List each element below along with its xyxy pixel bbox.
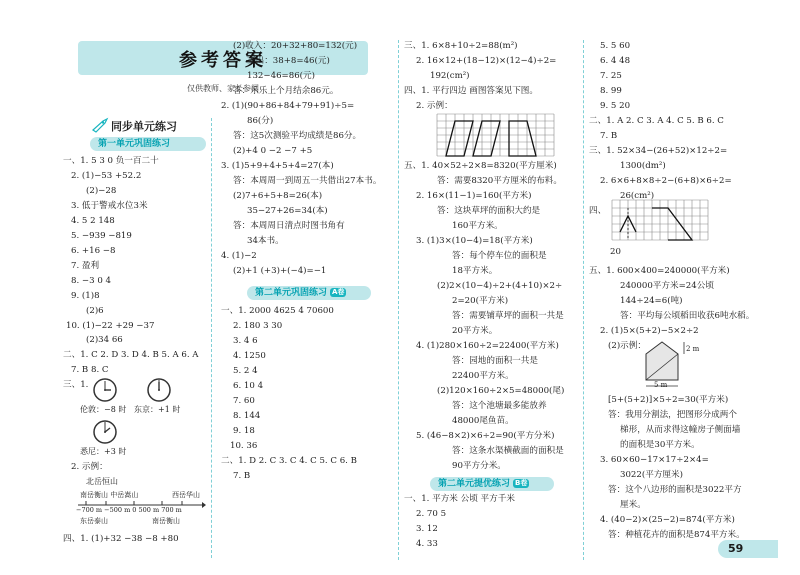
mountain-label: 东岳泰山 xyxy=(80,517,108,525)
answer-line: 2. 示例： xyxy=(416,101,453,111)
answer-line: 2. 6×6+8×8÷2−(6+8)×6÷2= xyxy=(600,176,732,186)
answer-line: 3. 4 6 xyxy=(233,336,258,346)
answer-line: 三、1. 6×8+10÷2=88(m²) xyxy=(404,41,518,51)
answer-line: 7. B xyxy=(600,131,618,141)
divider-2 xyxy=(398,40,399,560)
answer-line: 答：这个八边形的面积是3022平方 xyxy=(608,485,742,495)
answer-line: 90平方分米。 xyxy=(452,461,506,471)
symmetry-grid-figure xyxy=(612,200,712,244)
answer-line: 192(cm²) xyxy=(430,71,470,81)
answer-line: 6. 4 48 xyxy=(600,56,631,66)
answer-line: 答：这块草坪的面积大约是 xyxy=(437,206,541,216)
answer-line: 梯形，从而求得这幢房子侧面墙 xyxy=(620,425,741,435)
answer-line: 答：本周周一到周五一共借出27本书。 xyxy=(233,176,382,186)
answer-line: 5. 2 4 xyxy=(233,366,258,376)
answer-line: 2. 180 3 30 xyxy=(233,321,283,331)
answer-line: 20平方米。 xyxy=(452,326,498,336)
answer-line: 答：这个池塘最多能放养 xyxy=(452,401,547,411)
mountain-label: 西岳华山 xyxy=(172,491,200,499)
answer-line: 7. B 8. C xyxy=(71,365,109,375)
answer-line: 1300(dm²) xyxy=(620,161,666,171)
answer-line: 6. +16 −8 xyxy=(71,246,116,256)
parallelogram-grid-figure xyxy=(437,114,555,158)
answer-line: (2)6 xyxy=(86,306,104,316)
answer-line: 3022(平方厘米) xyxy=(620,470,683,480)
divider-3 xyxy=(583,40,584,560)
clock-icon xyxy=(146,377,172,403)
answer-line: 18平方米。 xyxy=(452,266,498,276)
answer-line: 答：这条水渠横截面的面积是 xyxy=(452,446,564,456)
answer-line: 5. (46−8×2)×6÷2=90(平方分米) xyxy=(416,431,555,441)
answer-line: 答：需要8320平方厘米的布料。 xyxy=(437,176,562,186)
answer-line: 86(分) xyxy=(247,116,274,126)
answer-line: 2. 示例： xyxy=(71,462,108,472)
answer-line: (2)收入：20+32+80=132(元) xyxy=(233,41,358,51)
answer-line: 答：我用分割法，把图形分成两个 xyxy=(608,410,737,420)
clock-label: 东京：+1 时 xyxy=(134,405,181,414)
answer-line: 26(cm²) xyxy=(620,191,655,201)
page-number: 59 xyxy=(728,542,744,555)
answer-line: 22400平方米。 xyxy=(452,371,514,381)
answer-line: (2)−28 xyxy=(86,186,117,196)
answer-line: 9. 18 xyxy=(233,426,255,436)
answer-line: 2. (1)−53 +52.2 xyxy=(71,171,142,181)
answer-line: 四、1. 平行四边 画图答案见下图。 xyxy=(404,86,538,96)
section-title: 同步单元练习 xyxy=(111,120,177,133)
answer-line: 二、1. A 2. C 3. A 4. C 5. B 6. C xyxy=(589,116,724,126)
answer-line: 3. 60×60−17×17÷2×4= xyxy=(600,455,709,465)
answer-line: 一、1. 2000 4625 4 70600 xyxy=(221,306,334,316)
answer-line: 2. 16×(11−1)=160(平方米) xyxy=(416,191,532,201)
answer-line: 四、 xyxy=(589,206,607,216)
answer-line: 160平方米。 xyxy=(452,221,503,231)
answer-line: 支出：38+8=46(元) xyxy=(247,56,330,66)
answer-line: 6. 10 4 xyxy=(233,381,264,391)
answer-line: 240000平方米=24公顷 xyxy=(620,281,714,291)
clock-icon xyxy=(92,419,118,445)
answer-line: 二、1. C 2. D 3. D 4. B 5. A 6. A xyxy=(63,350,199,360)
page-subtitle: 仅供教师、家长参阅 xyxy=(187,84,259,93)
answer-line: (2)+1 (+3)+(−4)=−1 xyxy=(233,266,327,276)
unit-title-3: 第二单元提优练习 B卷 xyxy=(430,477,554,491)
answer-line: 9. 5 20 xyxy=(600,101,631,111)
answer-line: 8. 99 xyxy=(600,86,622,96)
answer-line: 答：种植花卉的面积是874平方米。 xyxy=(608,530,745,540)
answer-line: 五、1. 40×52÷2×8=8320(平方厘米) xyxy=(404,161,557,171)
mountain-label: 南岳衡山 xyxy=(152,517,180,525)
answer-line: 四、1. (1)+32 −38 −8 +80 xyxy=(63,534,179,544)
answer-line: (2)34 66 xyxy=(86,335,123,345)
axis-labels: −700 m −500 m 0 500 m 700 m xyxy=(76,506,182,514)
answer-line: 34本书。 xyxy=(247,236,284,246)
answer-line: 4. (1)−2 xyxy=(221,251,257,261)
answer-line: 的面积是30平方米。 xyxy=(620,440,700,450)
answer-line: 5. 5 60 xyxy=(600,41,631,51)
mountain-label: 南岳衡山 中岳嵩山 xyxy=(80,491,139,499)
answer-line: 2=20(平方米) xyxy=(452,296,509,306)
page-number-badge xyxy=(718,540,778,558)
answer-line: 8. −3 0 4 xyxy=(71,276,111,286)
answer-line: 4. 1250 xyxy=(233,351,266,361)
answer-line: 答：每个停车位的面积是 xyxy=(452,251,547,261)
answer-line: (2)7+6+5+8=26(本) xyxy=(233,191,323,201)
answer-line: 厘米。 xyxy=(620,500,646,510)
answer-line: 2. 16×12+(18−12)×(12−4)÷2= xyxy=(416,56,557,66)
mountain-label: 北岳恒山 xyxy=(86,477,118,486)
answer-line: (2)+4 0 −2 −7 +5 xyxy=(233,146,313,156)
clock-label: 悉尼：+3 时 xyxy=(80,447,127,456)
answer-line: 4. (40−2)×(25−2)=874(平方米) xyxy=(600,515,735,525)
answer-line: 三、1. 52×34−(26+52)×12÷2= xyxy=(589,146,728,156)
answer-line: 一、1. 平方米 公顷 平方千米 xyxy=(404,494,515,504)
answer-line: 10. (1)−22 +29 −37 xyxy=(66,321,155,331)
answer-line: 2. 70 5 xyxy=(416,509,447,519)
answer-line: (2)120×160÷2×5=48000(尾) xyxy=(437,386,565,396)
answer-line: 答：乐乐上个月结余86元。 xyxy=(233,86,339,96)
unit-title-1: 第一单元巩固练习 xyxy=(90,137,206,151)
answer-line: 10. 36 xyxy=(230,441,258,451)
answer-line: 5. −939 −819 xyxy=(71,231,132,241)
unit-title-2: 第二单元巩固练习 A卷 xyxy=(247,286,371,300)
answer-line: 3. 低于警戒水位3米 xyxy=(71,201,148,211)
rocket-icon xyxy=(91,118,109,132)
answer-line: 132−46=86(元) xyxy=(247,71,315,81)
answer-line: 2. (1)(90+86+84+79+91)÷5= xyxy=(221,101,355,111)
answer-line: 35−27+26=34(本) xyxy=(247,206,328,216)
answer-line: (2)示例： xyxy=(608,341,646,351)
answer-line: 7. B xyxy=(233,471,251,481)
answer-line: 答：需要铺草坪的面积一共是 xyxy=(452,311,564,321)
page-title: 参考答案 xyxy=(179,50,267,71)
answer-line: 3. (1)3×(10−4)=18(平方米) xyxy=(416,236,533,246)
answer-line: 3. (1)5+9+4+5+4=27(本) xyxy=(221,161,334,171)
clock-icon xyxy=(92,377,118,403)
divider-1 xyxy=(211,118,212,558)
answer-line: (2)2×(10−4)÷2+(4+10)×2÷ xyxy=(437,281,563,291)
answer-line: 7. 25 xyxy=(600,71,622,81)
answer-line: 三、1. xyxy=(63,380,89,390)
answer-line: 答：这5次测验平均成绩是86分。 xyxy=(233,131,362,141)
answer-line: 4. 5 2 148 xyxy=(71,216,115,226)
answer-line: 一、1. 5 3 0 负一百二十 xyxy=(63,156,159,166)
answer-line: 8. 144 xyxy=(233,411,261,421)
clock-label: 伦敦：−8 时 xyxy=(80,405,127,414)
answer-line: 7. 60 xyxy=(233,396,255,406)
answer-line: 答：园地的面积一共是 xyxy=(452,356,538,366)
answer-line: 3. 12 xyxy=(416,524,438,534)
answer-line: 4. (1)280×160÷2=22400(平方米) xyxy=(416,341,559,351)
answer-line: 五、1. 600×400=240000(平方米) xyxy=(589,266,730,276)
answer-line: 答：平均每公顷稻田收获6吨水稻。 xyxy=(620,311,755,321)
answer-line: [5+(5+2)]×5÷2=30(平方米) xyxy=(608,395,729,405)
answer-line: 二、1. D 2. C 3. C 4. C 5. C 6. B xyxy=(221,456,357,466)
house-label: 2 m xyxy=(686,345,700,353)
answer-line: 144÷24=6(吨) xyxy=(620,296,683,306)
answer-line: 48000尾鱼苗。 xyxy=(452,416,514,426)
answer-line: 4. 33 xyxy=(416,539,438,549)
answer-line: 2. (1)5×(5+2)−5×2÷2 xyxy=(600,326,699,336)
answer-line: 7. 盈利 xyxy=(71,261,100,271)
answer-line: 9. (1)8 xyxy=(71,291,100,301)
answer-line: 答：本周周日清点时图书角有 xyxy=(233,221,345,231)
house-label: 5 m xyxy=(654,381,668,389)
figure-label: 20 xyxy=(610,247,621,257)
